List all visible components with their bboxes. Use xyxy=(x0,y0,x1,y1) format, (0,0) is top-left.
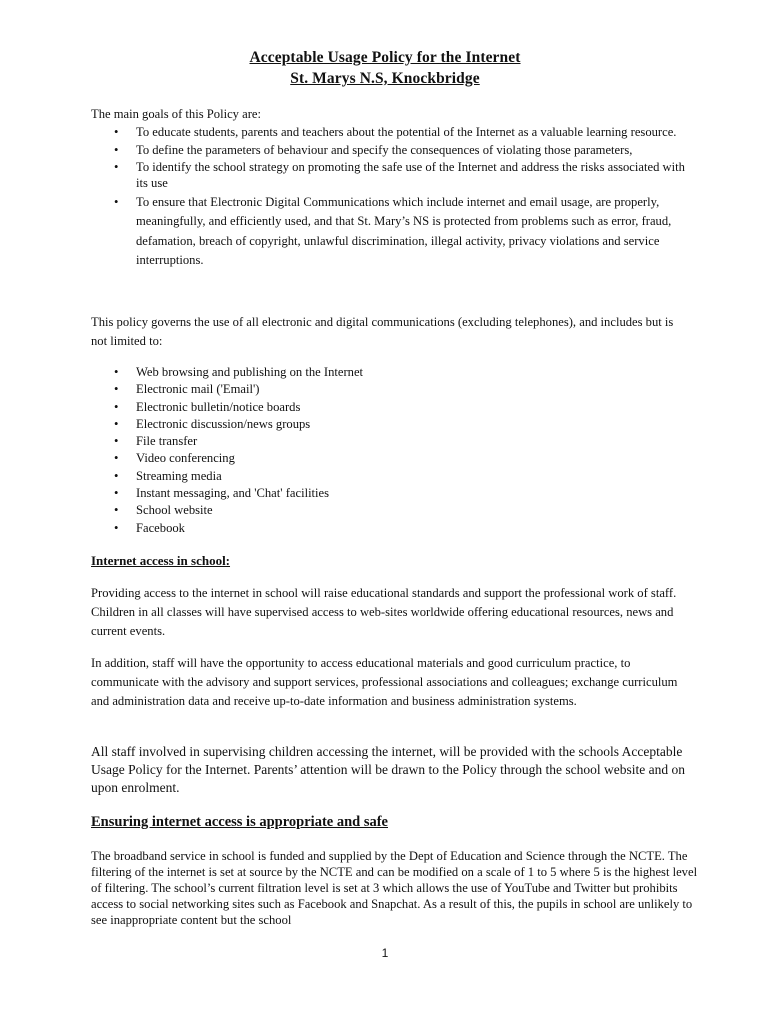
list-item: • To identify the school strategy on promoting the safe use of the Internet and address the risks associated with its use xyxy=(91,159,691,191)
section-heading-safe-access: Ensuring internet access is appropriate and safe xyxy=(91,814,388,830)
goals-intro: The main goals of this Policy are: xyxy=(91,107,261,121)
list-item: • Electronic discussion/news groups xyxy=(91,416,691,433)
list-item: • Electronic mail ('Email') xyxy=(91,381,691,398)
list-item: • Instant messaging, and 'Chat' facilities xyxy=(91,485,691,502)
list-item: • Web browsing and publishing on the Internet xyxy=(91,364,691,381)
paragraph-staff-supervision: All staff involved in supervising children accessing the internet, will be provided with the schools Acceptable Usage Policy for the Internet. Parents’ attention will be drawn to the Policy through the school website and on upon enrolment. xyxy=(91,744,685,795)
paragraph-access-benefits: Providing access to the internet in school will raise educational standards and support the professional work of staff. Children in all classes will have supervised access to web-sites worldwide offering educational resources, news and current events. xyxy=(91,586,677,638)
list-item: • Video conferencing xyxy=(91,450,691,467)
list-item: • School website xyxy=(91,502,691,519)
page-number: 1 xyxy=(381,946,389,960)
list-item: • Facebook xyxy=(91,520,691,537)
list-item: • To educate students, parents and teachers about the potential of the Internet as a valuable learning resource. xyxy=(91,124,691,140)
school-name-title: St. Marys N.S, Knockbridge xyxy=(290,70,480,87)
section-heading-internet-access: Internet access in school: xyxy=(91,553,231,568)
goals-list xyxy=(91,124,691,271)
list-item: • Streaming media xyxy=(91,468,691,485)
paragraph-broadband-filtering: The broadband service in school is funded and supplied by the Dept of Education and Science through the NCTE. The filtering of the internet is set at source by the NCTE and can be modified on a scale of 1 to 5 where 5 is the highest level of filtering. The school’s current filtration level is set at 3 which allows the use of YouTube and Twitter but prohibits access to social networking sites such as Facebook and Snapchat. As a result of this, the pupils in school are unlikely to see inappropriate content but the school xyxy=(91,849,698,927)
list-item: • To define the parameters of behaviour and specify the consequences of violating those parameters, xyxy=(91,142,691,158)
scope-intro: This policy governs the use of all electronic and digital communications (excluding telephones), and includes but is not limited to: xyxy=(91,315,674,348)
scope-list xyxy=(91,364,691,537)
list-item: • To ensure that Electronic Digital Communications which include internet and email usage, are properly, meaningfully, and efficiently used, and that St. Mary’s NS is protected from problems such as error, fraud, defamation, breach of copyright, unlawful discrimination, illegal activity, privacy violations and service interruptions. xyxy=(91,193,691,271)
paragraph-staff-opportunities: In addition, staff will have the opportunity to access educational materials and good curriculum practice, to communicate with the advisory and support services, professional associations and colleagues; exchange curriculum and administration data and receive up-to-date information and business administration systems. xyxy=(91,656,678,708)
document-title: Acceptable Usage Policy for the Internet xyxy=(249,49,521,66)
list-item: • File transfer xyxy=(91,433,691,450)
list-item: • Electronic bulletin/notice boards xyxy=(91,399,691,416)
